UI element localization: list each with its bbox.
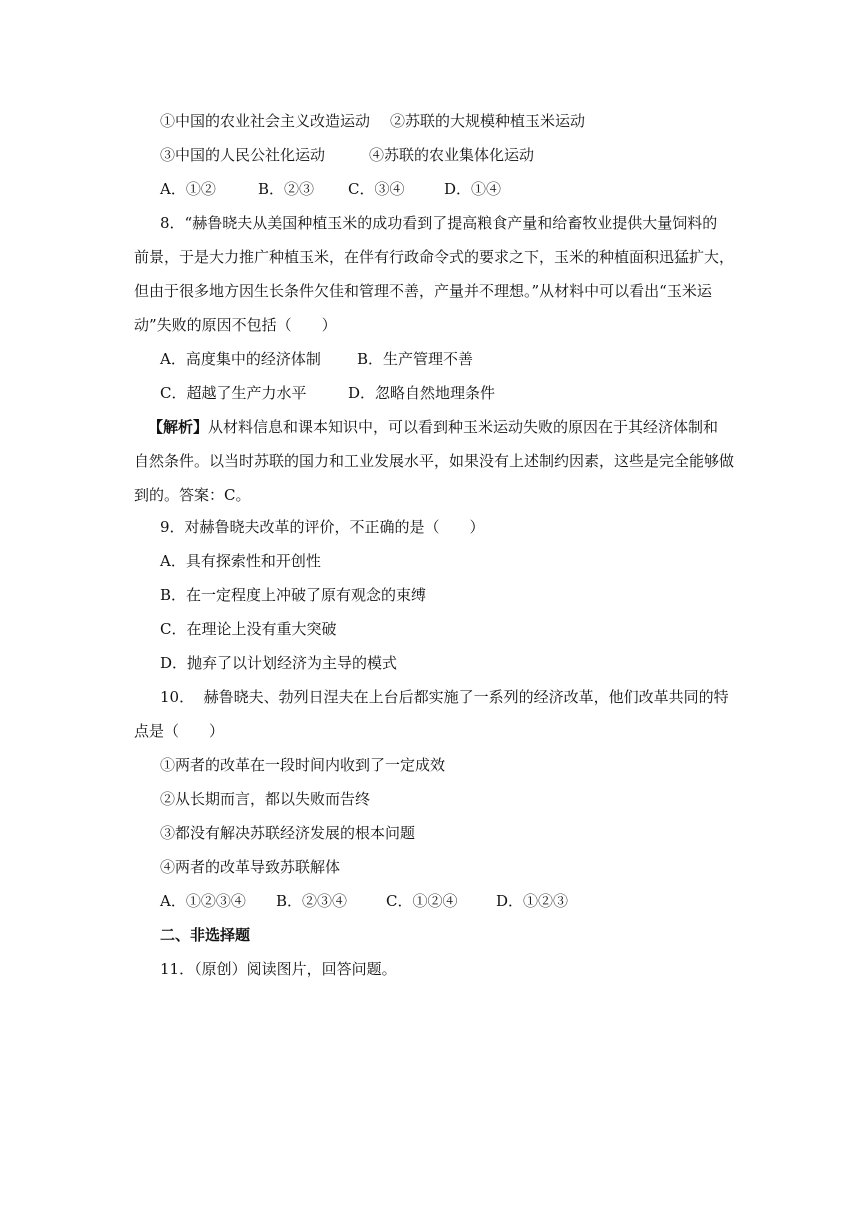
q8-option-d: D．忽略自然地理条件	[348, 384, 496, 402]
q8-stem-line-2: 前景，于是大力推广种植玉米，在伴有行政命令式的要求之下，玉米的种植面积迅猛扩大，	[134, 248, 735, 266]
q9-option-d: D．抛弃了以计划经济为主导的模式	[160, 654, 398, 672]
q8-analysis-line-1	[0, 417, 860, 437]
q7-item-3: ③中国的人民公社化运动	[160, 146, 326, 164]
q10-item-1: ①两者的改革在一段时间内收到了一定成效	[160, 756, 446, 774]
section-title: 二、非选择题	[160, 926, 251, 944]
q9-option-b: B．在一定程度上冲破了原有观念的束缚	[160, 586, 427, 604]
q10-option-c: C．①②④	[386, 892, 458, 910]
q7-items-line-1	[0, 111, 860, 131]
analysis-tag: 【解析】	[148, 418, 209, 436]
analysis-text: 从材料信息和课本知识中，可以看到种玉米运动失败的原因在于其经济体制和	[208, 418, 719, 436]
q8-stem-line-4: 动”失败的原因不包括（ ）	[134, 316, 337, 334]
q9-option-a: A．具有探索性和开创性	[160, 552, 321, 570]
q9-stem: 9．对赫鲁晓夫改革的评价，不正确的是（ ）	[160, 518, 485, 536]
q7-option-a: A．①②	[160, 180, 216, 198]
q10-item-2: ②从长期而言，都以失败而告终	[160, 790, 371, 808]
q10-option-d: D．①②③	[496, 892, 569, 910]
q7-option-d: D．①④	[444, 180, 502, 198]
q10-stem-line-2: 点是（ ）	[134, 722, 225, 740]
q8-stem-line-3: 但由于很多地方因生长条件欠佳和管理不善，产量并不理想。”从材料中可以看出“玉米运	[134, 282, 712, 300]
q7-option-c: C．③④	[348, 180, 405, 198]
q10-item-4: ④两者的改革导致苏联解体	[160, 858, 341, 876]
q7-item-1: ①中国的农业社会主义改造运动	[160, 112, 371, 130]
q8-analysis-line-2: 自然条件。以当时苏联的国力和工业发展水平，如果没有上述制约因素，这些是完全能够做	[134, 452, 735, 470]
q8-option-c: C．超越了生产力水平	[160, 384, 307, 402]
q7-item-4: ④苏联的农业集体化运动	[369, 146, 535, 164]
q8-analysis-line-3: 到的。答案：C。	[134, 486, 251, 504]
q8-option-a: A．高度集中的经济体制	[160, 350, 321, 368]
q7-option-b: B．②③	[258, 180, 315, 198]
q8-option-b: B．生产管理不善	[357, 350, 474, 368]
q11-stem: 11．（原创）阅读图片，回答问题。	[160, 960, 397, 978]
q8-stem-line-1: 8．“赫鲁晓夫从美国种植玉米的成功看到了提高粮食产量和给畜牧业提供大量饲料的	[160, 214, 718, 232]
q10-option-b: B．②③④	[276, 892, 348, 910]
q10-stem-line-1: 10． 赫鲁晓夫、勃列日涅夫在上台后都实施了一系列的经济改革，他们改革共同的特	[160, 688, 729, 706]
q7-item-2: ②苏联的大规模种植玉米运动	[390, 112, 586, 130]
q7-items-line-2	[0, 145, 860, 165]
q9-option-c: C．在理论上没有重大突破	[160, 620, 337, 638]
q10-option-a: A．①②③④	[160, 892, 246, 910]
q10-item-3: ③都没有解决苏联经济发展的根本问题	[160, 824, 416, 842]
